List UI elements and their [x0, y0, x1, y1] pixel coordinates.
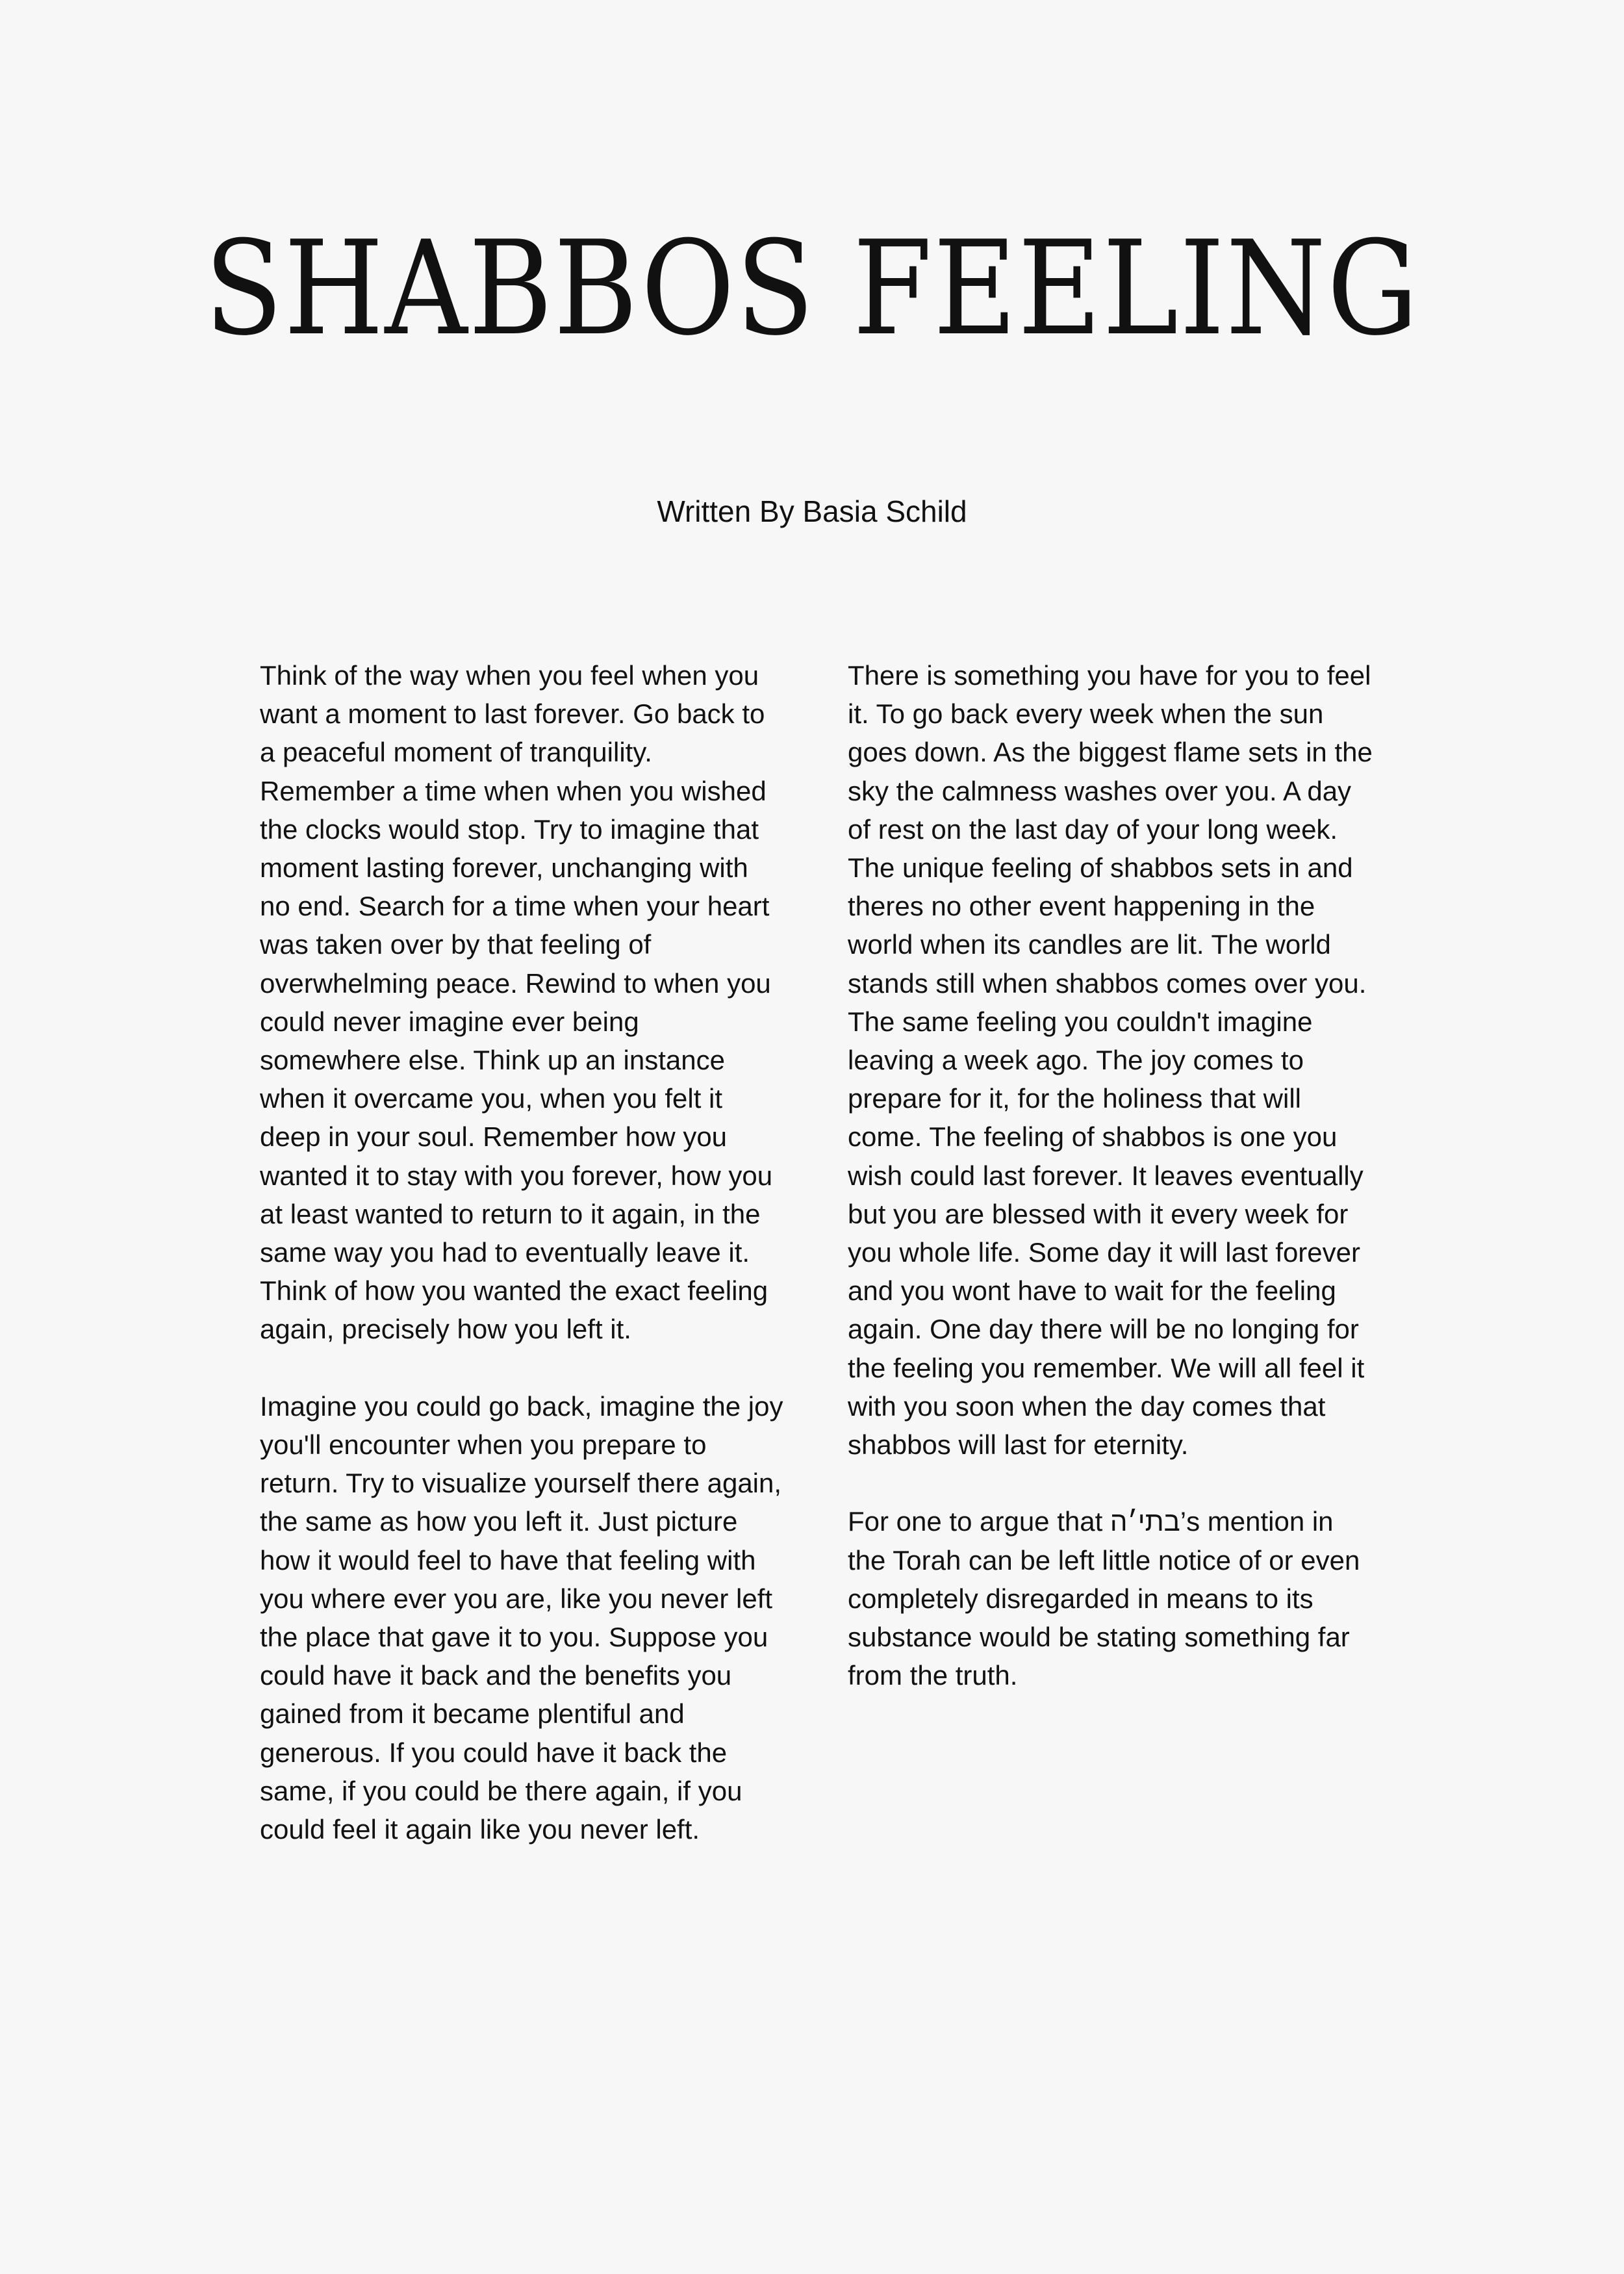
left-column — [260, 656, 786, 1887]
paragraph: There is something you have for you to feel it. To go back every week when the sun goes down. As the biggest flame sets in the sky the calmness washes over you. A day of rest on the last day of your long week. The unique feeling of shabbos sets in and theres no other event happening in the world when its candles are lit. The world stands still when shabbos comes over you. The same feeling you couldn't imagine leaving a week ago. The joy comes to prepare for it, for the holiness that will come. The feeling of shabbos is one you wish could last forever. It leaves eventually but you are blessed with it every week for you whole life. Some day it will last forever and you wont have to wait for the feeling again. One day there will be no longing for the feeling you remember. We will all feel it with you soon when the day comes that shabbos will last for eternity. — [848, 660, 1373, 1461]
paragraph: Think of the way when you feel when you want a moment to last forever. Go back to a peaceful moment of tranquility. Remember a time when when you wished the clocks would stop. Try to imagine that moment lasting forever, unchanging with no end. Search for a time when your heart was taken over by that feeling of overwhelming peace. Rewind to when you could never imagine ever being somewhere else. Think up an instance when it overcame you, when you felt it deep in your soul. Remember how you wanted it to stay with you forever, how you at least wanted to return to it again, in the same way you had to eventually leave it. Think of how you wanted the exact feeling again, precisely how you left it. — [260, 660, 773, 1345]
document-title: SHABBOS FEELING — [204, 213, 1420, 364]
paragraph: Imagine you could go back, imagine the joy you'll encounter when you prepare to return. Try to visualize yourself there again, the same as how you left it. Just picture how it would feel to have that feeling with you where ever you are, like you never left the place that gave it to you. Suppose you could have it back and the benefits you gained from it became plentiful and generous. If you could have it back the same, if you could be there again, if you could feel it again like you never left. — [260, 1390, 783, 1845]
author-byline: Written By Basia Schild — [657, 494, 967, 528]
paragraph: For one to argue that בתי׳ה’s mention in the Torah can be left little notice of or even completely disregarded in means to its substance would be stating something far from the truth. — [848, 1506, 1360, 1691]
right-column — [848, 656, 1374, 1733]
